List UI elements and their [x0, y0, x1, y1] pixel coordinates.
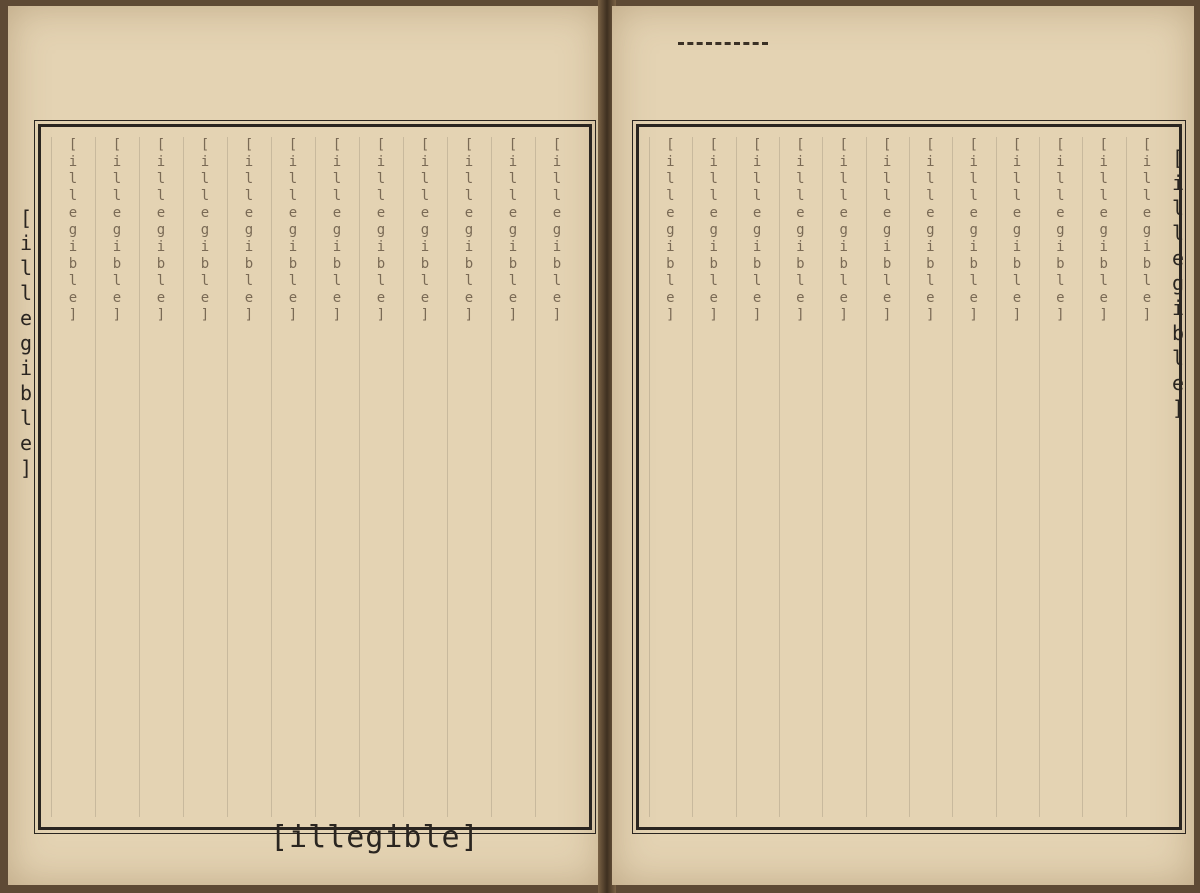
left-column: [illegible] [227, 137, 271, 817]
left-column: [illegible] [95, 137, 139, 817]
left-edge-mark: [illegible] [14, 206, 38, 481]
footer-seal-mark: [illegible] [270, 820, 480, 855]
right-column: [illegible] [779, 137, 822, 817]
right-page [612, 6, 1194, 885]
right-edge-mark: [illegible] [1166, 146, 1190, 421]
ink-smudge [678, 42, 768, 51]
left-column: [illegible] [51, 137, 95, 817]
left-page [8, 6, 602, 885]
left-column: [illegible] [359, 137, 403, 817]
right-column: [illegible] [649, 137, 692, 817]
right-column: [illegible] [909, 137, 952, 817]
right-column: [illegible] [692, 137, 735, 817]
right-column: [illegible] [1082, 137, 1125, 817]
right-column: [illegible] [952, 137, 995, 817]
left-text-frame [38, 124, 592, 830]
left-column: [illegible] [315, 137, 359, 817]
left-column: [illegible] [183, 137, 227, 817]
left-column: [illegible] [271, 137, 315, 817]
left-column: [illegible] [491, 137, 535, 817]
right-column: [illegible] [822, 137, 865, 817]
right-column: [illegible] [736, 137, 779, 817]
right-column: [illegible] [996, 137, 1039, 817]
left-column: [illegible] [139, 137, 183, 817]
right-column: [illegible] [1039, 137, 1082, 817]
left-column: [illegible] [535, 137, 579, 817]
left-column: [illegible] [447, 137, 491, 817]
left-column: [illegible] [403, 137, 447, 817]
right-text-frame [636, 124, 1182, 830]
right-column: [illegible] [866, 137, 909, 817]
right-column: [illegible] [1126, 137, 1169, 817]
